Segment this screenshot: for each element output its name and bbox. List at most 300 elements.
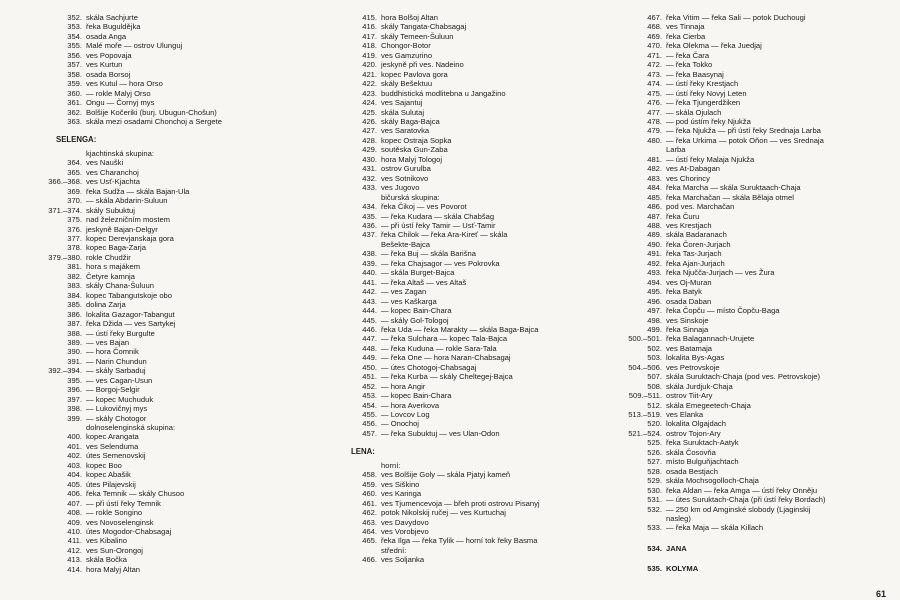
entry-text: kopec Arangata bbox=[86, 432, 139, 442]
index-entry bbox=[612, 316, 894, 325]
entry-number: 451. bbox=[362, 372, 377, 382]
entry-continuation bbox=[327, 240, 593, 249]
index-entry bbox=[32, 225, 294, 234]
entry-text: Malé moře — ostrov Ulunguj bbox=[86, 41, 183, 51]
index-entry bbox=[32, 13, 294, 22]
entry-text: ves Charanchoj bbox=[86, 167, 139, 177]
entry-text: lokalita Bys-Agas bbox=[666, 353, 725, 363]
entry-number: 472. bbox=[647, 60, 662, 70]
index-entry bbox=[32, 414, 294, 423]
entry-text: řeka Njučča-Jurjach — ves Žura bbox=[666, 268, 775, 278]
index-entry bbox=[32, 508, 294, 517]
index-entry bbox=[32, 376, 294, 385]
index-entry bbox=[612, 306, 894, 315]
index-entry bbox=[612, 70, 894, 79]
entry-text: řeka Ilga — řeka Tylik — horní tok řeky Basma bbox=[381, 536, 538, 546]
index-entry bbox=[612, 174, 894, 183]
entry-text: řeka Vitim — řeka Sali — potok Duchougi bbox=[666, 13, 806, 22]
entry-text: ves Novoselenginsk bbox=[86, 517, 154, 527]
entry-number: 428. bbox=[362, 135, 377, 145]
entry-number: 448. bbox=[362, 343, 377, 353]
index-entry bbox=[327, 155, 593, 164]
subgroup-label bbox=[32, 149, 294, 158]
entry-text: skála Sachjurte bbox=[86, 13, 138, 22]
entry-text: řeka Tas-Jurjach bbox=[666, 249, 722, 259]
index-entry bbox=[32, 480, 294, 489]
entry-number: 490. bbox=[647, 239, 662, 249]
entry-number: 362. bbox=[67, 107, 82, 117]
entry-number: 425. bbox=[362, 107, 377, 117]
entry-text: skála Sulutaj bbox=[381, 107, 425, 117]
entry-text: ostrov Gurulba bbox=[381, 164, 431, 174]
entry-text: řeka Cierba bbox=[666, 31, 706, 41]
index-entry bbox=[612, 193, 894, 202]
entry-number: 395. bbox=[67, 375, 82, 385]
entry-text: potok Nikolskij ručej — ves Kurtuchaj bbox=[381, 508, 506, 518]
entry-number: 495. bbox=[647, 287, 662, 297]
entry-number: 371.–374. bbox=[48, 205, 82, 215]
entry-text: osada Anga bbox=[86, 31, 127, 41]
index-entry bbox=[612, 419, 894, 428]
index-entry bbox=[32, 451, 294, 460]
index-entry bbox=[327, 22, 593, 31]
entry-text: — řeka Njukža — při ústí řeky Srednaja Larba bbox=[666, 126, 821, 136]
index-entry bbox=[32, 319, 294, 328]
index-entry bbox=[327, 401, 593, 410]
entry-text: — kopec Bain-Chara bbox=[381, 391, 452, 401]
entry-number: 479. bbox=[647, 126, 662, 136]
entry-number: 496. bbox=[647, 296, 662, 306]
entry-text: — kopec Bain-Chara bbox=[381, 306, 452, 316]
index-entry bbox=[32, 60, 294, 69]
entry-number: 486. bbox=[647, 202, 662, 212]
index-entry bbox=[612, 448, 894, 457]
index-entry bbox=[612, 164, 894, 173]
entry-text: ves Tinnaja bbox=[666, 22, 705, 32]
index-entry bbox=[327, 499, 593, 508]
entry-number: 504.–506. bbox=[628, 362, 662, 372]
entry-number: 529. bbox=[647, 476, 662, 486]
entry-number: 401. bbox=[67, 441, 82, 451]
entry-text: — ves Zagan bbox=[381, 287, 427, 297]
index-entry bbox=[327, 145, 593, 154]
index-entry bbox=[612, 126, 894, 135]
index-entry bbox=[612, 98, 894, 107]
entry-number: 355. bbox=[67, 41, 82, 51]
entry-text: — ústí řeky Krestjach bbox=[666, 79, 739, 89]
entry-text: ostrov Tiit-Ary bbox=[666, 391, 713, 401]
entry-number: 445. bbox=[362, 315, 377, 325]
index-entry bbox=[32, 108, 294, 117]
entry-number: 366.–368. bbox=[48, 177, 82, 187]
index-entry bbox=[327, 344, 593, 353]
index-entry bbox=[327, 536, 593, 545]
entry-text: kopec Ostraja Sopka bbox=[381, 135, 452, 145]
entry-number: 423. bbox=[362, 88, 377, 98]
entry-text: řeka Batyk bbox=[666, 287, 702, 297]
entry-number: 385. bbox=[67, 300, 82, 310]
entry-number: 360. bbox=[67, 88, 82, 98]
entry-text: KOLYMA bbox=[666, 564, 699, 574]
index-entry bbox=[327, 32, 593, 41]
entry-number: 387. bbox=[67, 319, 82, 329]
index-entry bbox=[32, 177, 294, 186]
entry-number: 459. bbox=[362, 479, 377, 489]
entry-text: — Lukovičnyj mys bbox=[86, 404, 148, 414]
index-entry bbox=[327, 268, 593, 277]
entry-text: řeka Džida — ves Sartykej bbox=[86, 319, 176, 329]
index-entry bbox=[32, 357, 294, 366]
entry-number: 430. bbox=[362, 154, 377, 164]
index-entry bbox=[32, 51, 294, 60]
index-entry bbox=[32, 32, 294, 41]
entry-number: 405. bbox=[67, 479, 82, 489]
index-entry bbox=[32, 499, 294, 508]
entry-text: kopec Boo bbox=[86, 460, 122, 470]
index-entry bbox=[32, 89, 294, 98]
section-entry bbox=[612, 564, 894, 573]
entry-number: 403. bbox=[67, 460, 82, 470]
entry-number: 402. bbox=[67, 451, 82, 461]
index-entry bbox=[612, 410, 894, 419]
entry-text: — skály Sarbaduj bbox=[86, 366, 146, 376]
column-3 bbox=[612, 13, 894, 574]
entry-number: 426. bbox=[362, 116, 377, 126]
entry-number: 412. bbox=[67, 545, 82, 555]
entry-number: 453. bbox=[362, 391, 377, 401]
entry-number: 533. bbox=[647, 523, 662, 533]
entry-text: — pod ústím řeky Njukža bbox=[666, 116, 751, 126]
entry-text: — ves Cagan-Usun bbox=[86, 375, 153, 385]
index-entry bbox=[327, 41, 593, 50]
entry-number: 491. bbox=[647, 249, 662, 259]
entry-number: 503. bbox=[647, 353, 662, 363]
entry-number: 507. bbox=[647, 372, 662, 382]
entry-number: 483. bbox=[647, 173, 662, 183]
entry-text: řeka Buguldějka bbox=[86, 22, 141, 32]
entry-continuation bbox=[612, 514, 894, 523]
entry-text: — Onochoj bbox=[381, 419, 419, 429]
index-entry bbox=[32, 518, 294, 527]
index-entry bbox=[327, 353, 593, 362]
entry-number: 457. bbox=[362, 428, 377, 438]
entry-text: řeka Čopču — místo Čopču-Baga bbox=[666, 306, 780, 316]
index-entry bbox=[327, 489, 593, 498]
index-entry bbox=[32, 395, 294, 404]
index-entry bbox=[327, 117, 593, 126]
entry-text: řeka Marchačan — skála Bělaja otmel bbox=[666, 192, 794, 202]
entry-number: 427. bbox=[362, 126, 377, 136]
entry-number: 530. bbox=[647, 485, 662, 495]
entry-number: 509.–511. bbox=[628, 391, 662, 401]
index-entry bbox=[32, 300, 294, 309]
entry-text: řeka Olekma — řeka Juedjaj bbox=[666, 41, 762, 51]
entry-text: — řeka Subuktuj — ves Ulan-Odon bbox=[381, 428, 500, 438]
entry-number: 480. bbox=[647, 135, 662, 145]
entry-text: osada Daban bbox=[666, 296, 712, 306]
entry-number: 379.–380. bbox=[48, 252, 82, 262]
index-entry bbox=[327, 555, 593, 564]
entry-number: 359. bbox=[67, 79, 82, 89]
entry-number: 526. bbox=[647, 447, 662, 457]
entry-number: 442. bbox=[362, 287, 377, 297]
index-entry bbox=[327, 126, 593, 135]
entry-number: 492. bbox=[647, 258, 662, 268]
entry-text: — při ústí řeky Temnik bbox=[86, 498, 161, 508]
entry-text: ves Sajantuj bbox=[381, 98, 423, 108]
entry-number: 418. bbox=[362, 41, 377, 51]
index-entry bbox=[327, 230, 593, 239]
index-entry bbox=[32, 79, 294, 88]
entry-number: 482. bbox=[647, 164, 662, 174]
entry-number: 535. bbox=[647, 564, 662, 574]
continuation-text: Bešekte-Bajca bbox=[381, 239, 430, 249]
index-entry bbox=[327, 382, 593, 391]
entry-text: ves Chorincy bbox=[666, 173, 710, 183]
entry-number: 467. bbox=[647, 13, 662, 22]
entry-text: hora Malyj Tologoj bbox=[381, 154, 443, 164]
entry-text: řeka Uda — řeka Marakty — skála Baga-Bajca bbox=[381, 324, 539, 334]
index-entry bbox=[32, 187, 294, 196]
column-2 bbox=[327, 13, 593, 565]
entry-text: skála Badaranach bbox=[666, 230, 727, 240]
index-entry bbox=[32, 347, 294, 356]
entry-text: — skála Burget-Bajca bbox=[381, 268, 455, 278]
entry-number: 460. bbox=[362, 489, 377, 499]
index-entry bbox=[327, 221, 593, 230]
index-entry bbox=[32, 117, 294, 126]
column-1 bbox=[32, 13, 294, 574]
entry-number: 485. bbox=[647, 192, 662, 202]
index-entry bbox=[32, 253, 294, 262]
entry-text: — rokle Songino bbox=[86, 508, 143, 518]
entry-text: ves Siškino bbox=[381, 479, 420, 489]
entry-text: skála Bočka bbox=[86, 555, 127, 565]
entry-number: 500.–501. bbox=[628, 334, 662, 344]
entry-text: kopec Baga-Zarja bbox=[86, 243, 146, 253]
entry-text: — řeka Kuduna — rokle Sara-Tala bbox=[381, 343, 497, 353]
entry-number: 392.–394. bbox=[48, 366, 82, 376]
entry-text: — Narin Chundun bbox=[86, 356, 147, 366]
index-entry bbox=[612, 401, 894, 410]
entry-number: 356. bbox=[67, 50, 82, 60]
index-entry bbox=[612, 249, 894, 258]
entry-text: ves Krestjach bbox=[666, 220, 712, 230]
entry-number: 400. bbox=[67, 432, 82, 442]
index-entry bbox=[32, 215, 294, 224]
entry-number: 441. bbox=[362, 277, 377, 287]
index-entry bbox=[327, 325, 593, 334]
entry-text: řeka Temnik — skály Chusoo bbox=[86, 489, 185, 499]
entry-number: 409. bbox=[67, 517, 82, 527]
index-entry bbox=[612, 325, 894, 334]
index-entry bbox=[612, 108, 894, 117]
entry-number: 498. bbox=[647, 315, 662, 325]
subgroup-label bbox=[327, 193, 593, 202]
index-entry bbox=[32, 291, 294, 300]
entry-number: 434. bbox=[362, 202, 377, 212]
entry-text: ves Sotnikovo bbox=[381, 173, 429, 183]
entry-text: — při ústí řeky Tamir — Usť-Tamir bbox=[381, 220, 496, 230]
entry-text: — Lovcov Log bbox=[381, 410, 430, 420]
entry-text: ves Gamzurino bbox=[381, 50, 433, 60]
entry-number: 432. bbox=[362, 173, 377, 183]
entry-number: 369. bbox=[67, 186, 82, 196]
entry-text: hora Bolšoj Altan bbox=[381, 13, 438, 22]
entry-number: 450. bbox=[362, 362, 377, 372]
entry-number: 397. bbox=[67, 394, 82, 404]
entry-text: — řeka Buj — skála Barišna bbox=[381, 249, 476, 259]
entry-number: 446. bbox=[362, 324, 377, 334]
index-entry bbox=[612, 221, 894, 230]
entry-number: 408. bbox=[67, 508, 82, 518]
entry-text: ves Elanka bbox=[666, 410, 704, 420]
index-entry bbox=[327, 79, 593, 88]
entry-number: 363. bbox=[67, 116, 82, 126]
entry-number: 431. bbox=[362, 164, 377, 174]
index-entry bbox=[32, 234, 294, 243]
entry-text: — řeka Chajsagor — ves Pokrovka bbox=[381, 258, 500, 268]
index-entry bbox=[612, 467, 894, 476]
index-entry bbox=[327, 419, 593, 428]
index-entry bbox=[327, 249, 593, 258]
entry-number: 531. bbox=[647, 495, 662, 505]
index-entry bbox=[612, 32, 894, 41]
index-entry bbox=[327, 108, 593, 117]
index-entry bbox=[612, 155, 894, 164]
entry-number: 429. bbox=[362, 145, 377, 155]
index-entry bbox=[612, 353, 894, 362]
index-entry bbox=[612, 372, 894, 381]
entry-text: osada Borsoj bbox=[86, 69, 131, 79]
entry-text: ostrov Tojon-Ary bbox=[666, 428, 721, 438]
entry-number: 458. bbox=[362, 470, 377, 480]
entry-number: 528. bbox=[647, 466, 662, 476]
entry-text: ves Davydovo bbox=[381, 517, 429, 527]
entry-number: 414. bbox=[67, 564, 82, 574]
index-entry bbox=[327, 391, 593, 400]
entry-text: ves Batamaja bbox=[666, 343, 713, 353]
index-entry bbox=[327, 183, 593, 192]
entry-text: buddhistická modlitebna u Jangažino bbox=[381, 88, 506, 98]
entry-text: Chongor-Botor bbox=[381, 41, 431, 51]
entry-text: Ongu — Čornyj mys bbox=[86, 98, 155, 108]
entry-text: osada Bestjach bbox=[666, 466, 718, 476]
entry-text: útes Semenovskij bbox=[86, 451, 146, 461]
entry-text: — ústí řeky Malaja Njukža bbox=[666, 154, 755, 164]
index-entry bbox=[612, 79, 894, 88]
entry-number: 437. bbox=[362, 230, 377, 240]
index-entry bbox=[327, 334, 593, 343]
entry-text: — řeka Baasynaj bbox=[666, 69, 724, 79]
index-entry bbox=[327, 287, 593, 296]
index-entry bbox=[612, 334, 894, 343]
entry-text: skály Tangata-Chabsagaj bbox=[381, 22, 467, 32]
entry-number: 493. bbox=[647, 268, 662, 278]
index-entry bbox=[612, 391, 894, 400]
index-entry bbox=[327, 363, 593, 372]
entry-number: 513.–519. bbox=[628, 410, 662, 420]
entry-text: — skála Ojulach bbox=[666, 107, 722, 117]
entry-text: — skály Gol-Tologoj bbox=[381, 315, 449, 325]
entry-text: jeskyně při ves. Nadeino bbox=[381, 60, 464, 70]
entry-number: 497. bbox=[647, 306, 662, 316]
index-entry bbox=[32, 565, 294, 574]
index-entry bbox=[32, 546, 294, 555]
entry-text: ves Tjumencevoja — břeh proti ostrovu Pisanyj bbox=[381, 498, 540, 508]
entry-text: ves Popovaja bbox=[86, 50, 132, 60]
entry-number: 481. bbox=[647, 154, 662, 164]
index-entry bbox=[32, 329, 294, 338]
entry-text: skála mezi osadami Chonchoj a Sergete bbox=[86, 116, 222, 126]
entry-number: 386. bbox=[67, 309, 82, 319]
entry-text: ves Saratovka bbox=[381, 126, 430, 136]
index-entry bbox=[32, 168, 294, 177]
entry-number: 465. bbox=[362, 536, 377, 546]
index-entry bbox=[32, 272, 294, 281]
index-entry bbox=[327, 316, 593, 325]
subgroup-label bbox=[327, 461, 593, 470]
index-entry bbox=[32, 338, 294, 347]
entry-text: útes Mogodor-Chabsagaj bbox=[86, 527, 172, 537]
section-title: SELENGA: bbox=[56, 135, 97, 145]
entry-text: hora Malyj Altan bbox=[86, 564, 141, 574]
entry-text: — Borgoj-Selgir bbox=[86, 385, 140, 395]
entry-text: jeskyně Bajan-Delgyr bbox=[86, 224, 158, 234]
continuation-text: Larba bbox=[666, 145, 686, 155]
entry-text: ves Sun-Orongoj bbox=[86, 545, 143, 555]
entry-number: 364. bbox=[67, 158, 82, 168]
index-entry bbox=[612, 89, 894, 98]
entry-number: 469. bbox=[647, 31, 662, 41]
index-entry bbox=[327, 51, 593, 60]
entry-number: 358. bbox=[67, 69, 82, 79]
entry-number: 433. bbox=[362, 183, 377, 193]
entry-number: 494. bbox=[647, 277, 662, 287]
entry-number: 463. bbox=[362, 517, 377, 527]
entry-number: 520. bbox=[647, 419, 662, 429]
entry-text: — útes Chotogoj-Chabsagaj bbox=[381, 362, 477, 372]
index-entry bbox=[612, 382, 894, 391]
index-entry bbox=[612, 495, 894, 504]
entry-text: skály Temeen-Šuluun bbox=[381, 31, 454, 41]
index-entry bbox=[32, 206, 294, 215]
index-entry bbox=[327, 278, 593, 287]
entry-number: 415. bbox=[362, 13, 377, 22]
entry-number: 361. bbox=[67, 98, 82, 108]
entry-number: 468. bbox=[647, 22, 662, 32]
entry-number: 357. bbox=[67, 60, 82, 70]
index-entry bbox=[32, 489, 294, 498]
entry-number: 502. bbox=[647, 343, 662, 353]
entry-text: — hora Averkova bbox=[381, 400, 440, 410]
entry-number: 389. bbox=[67, 337, 82, 347]
entry-text: řeka Čoren-Jurjach bbox=[666, 239, 731, 249]
entry-number: 478. bbox=[647, 116, 662, 126]
entry-number: 443. bbox=[362, 296, 377, 306]
entry-number: 449. bbox=[362, 353, 377, 363]
subgroup-label bbox=[32, 423, 294, 432]
index-entry bbox=[32, 196, 294, 205]
entry-number: 353. bbox=[67, 22, 82, 32]
index-entry bbox=[32, 442, 294, 451]
entry-text: řeka Aldan — řeka Amga — ústí řeky Onněju bbox=[666, 485, 818, 495]
entry-number: 439. bbox=[362, 258, 377, 268]
entry-text: JANA bbox=[666, 543, 687, 553]
entry-number: 352. bbox=[67, 13, 82, 22]
entry-text: řeka Suruktach-Aatyk bbox=[666, 438, 739, 448]
index-entry bbox=[612, 429, 894, 438]
